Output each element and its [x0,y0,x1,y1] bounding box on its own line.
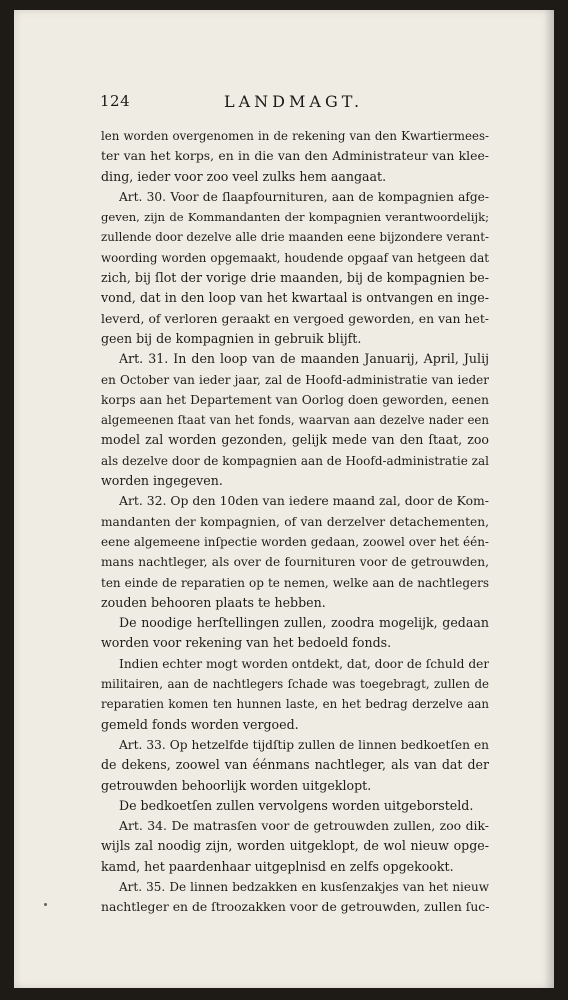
text-line: ter van het korps, en in die van den Administrateur van klee- [101,148,489,164]
page-header [100,92,430,116]
text-line: worden voor rekening van het bedoeld fonds. [101,635,392,651]
text-line: model zal worden gezonden, gelijk mede van den ſtaat, zoo [101,432,489,448]
text-line: woording worden opgemaakt, houdende opgaaf van hetgeen dat [101,250,489,265]
text-line: Art. 30. Voor de ſlaapfournituren, aan de kompagnien afge- [119,189,489,204]
text-line: De bedkoetſen zullen vervolgens worden uitgeborsteld. [119,797,474,813]
running-title: LANDMAGT. [224,92,364,111]
text-line: geen bij de kompagnien in gebruik blijft. [101,330,362,346]
text-line: reparatien komen ten hunnen laste, en het bedrag derzelve aan [101,697,489,712]
text-line: len worden overgenomen in de rekening van den Kwartiermees- [101,129,489,143]
text-line: ding, ieder voor zoo veel zulks hem aangaat. [101,168,387,184]
text-line: Art. 33. Op hetzelfde tijdſtip zullen de linnen bedkoetſen en [119,737,489,752]
text-line: De noodige herſtellingen zullen, zoodra mogelijk, gedaan [119,615,489,631]
text-line: zouden behooren plaats te hebben. [101,594,326,610]
text-line: nachtleger en de ſtroozakken voor de getrouwden, zullen ſuc- [101,899,489,915]
text-line: mans nachtleger, als over de fournituren voor de getrouwden, [101,555,489,570]
text-line: als dezelve door de kompagnien aan de Hoofd-administratie zal [101,453,489,468]
text-line: wijls zal noodig zijn, worden uitgeklopt, de wol nieuw opge- [101,838,489,854]
body-text [101,126,489,918]
text-line: zullende door dezelve alle drie maanden eene bijzondere verant- [101,230,489,245]
text-line: Art. 31. In den loop van de maanden Januarij, April, Julij [119,351,489,367]
text-line: zich, bij ſlot der vorige drie maanden, bij de kompagnien be- [101,270,489,286]
text-line: leverd, of verloren geraakt en vergoed geworden, en van het- [101,310,489,326]
text-line: vond, dat in den loop van het kwartaal is ontvangen en inge- [101,290,489,306]
text-line: worden ingegeven. [101,473,223,489]
paper-speck [44,903,47,906]
text-line: gemeld fonds worden vergoed. [101,716,299,732]
text-line: korps aan het Departement van Oorlog doen geworden, eenen [101,392,489,407]
page-number: 124 [100,92,131,110]
text-line: getrouwden behoorlijk worden uitgeklopt. [101,777,372,793]
text-line: de dekens, zoowel van éénmans nachtleger, als van dat der [101,757,489,773]
text-line: Indien echter mogt worden ontdekt, dat, door de ſchuld der [119,656,489,671]
text-line: Art. 35. De linnen bedzakken en kusſenzakjes van het nieuw [119,879,489,894]
text-line: kamd, het paardenhaar uitgeplnisd en zelfs opgekookt. [101,858,454,874]
text-line: algemeenen ſtaat van het fonds, waarvan aan dezelve nader een [101,413,489,428]
text-line: en October van ieder jaar, zal de Hoofd-administratie van ieder [101,372,489,387]
text-line: ten einde de reparatien op te nemen, welke aan de nachtlegers [101,575,489,590]
text-line: militairen, aan de nachtlegers ſchade was toegebragt, zullen de [101,677,489,692]
page-edge-shadow [544,10,554,988]
text-line: eene algemeene inſpectie worden gedaan, zoowel over het één- [101,534,489,549]
text-line: Art. 32. Op den 10den van iedere maand zal, door de Kom- [119,493,489,509]
text-line: mandanten der kompagnien, of van derzelver detachementen, [101,514,489,529]
text-line: geven, zijn de Kommandanten der kompagnien verantwoordelijk; [101,210,489,225]
text-line: Art. 34. De matrasſen voor de getrouwden zullen, zoo dik- [119,818,489,834]
